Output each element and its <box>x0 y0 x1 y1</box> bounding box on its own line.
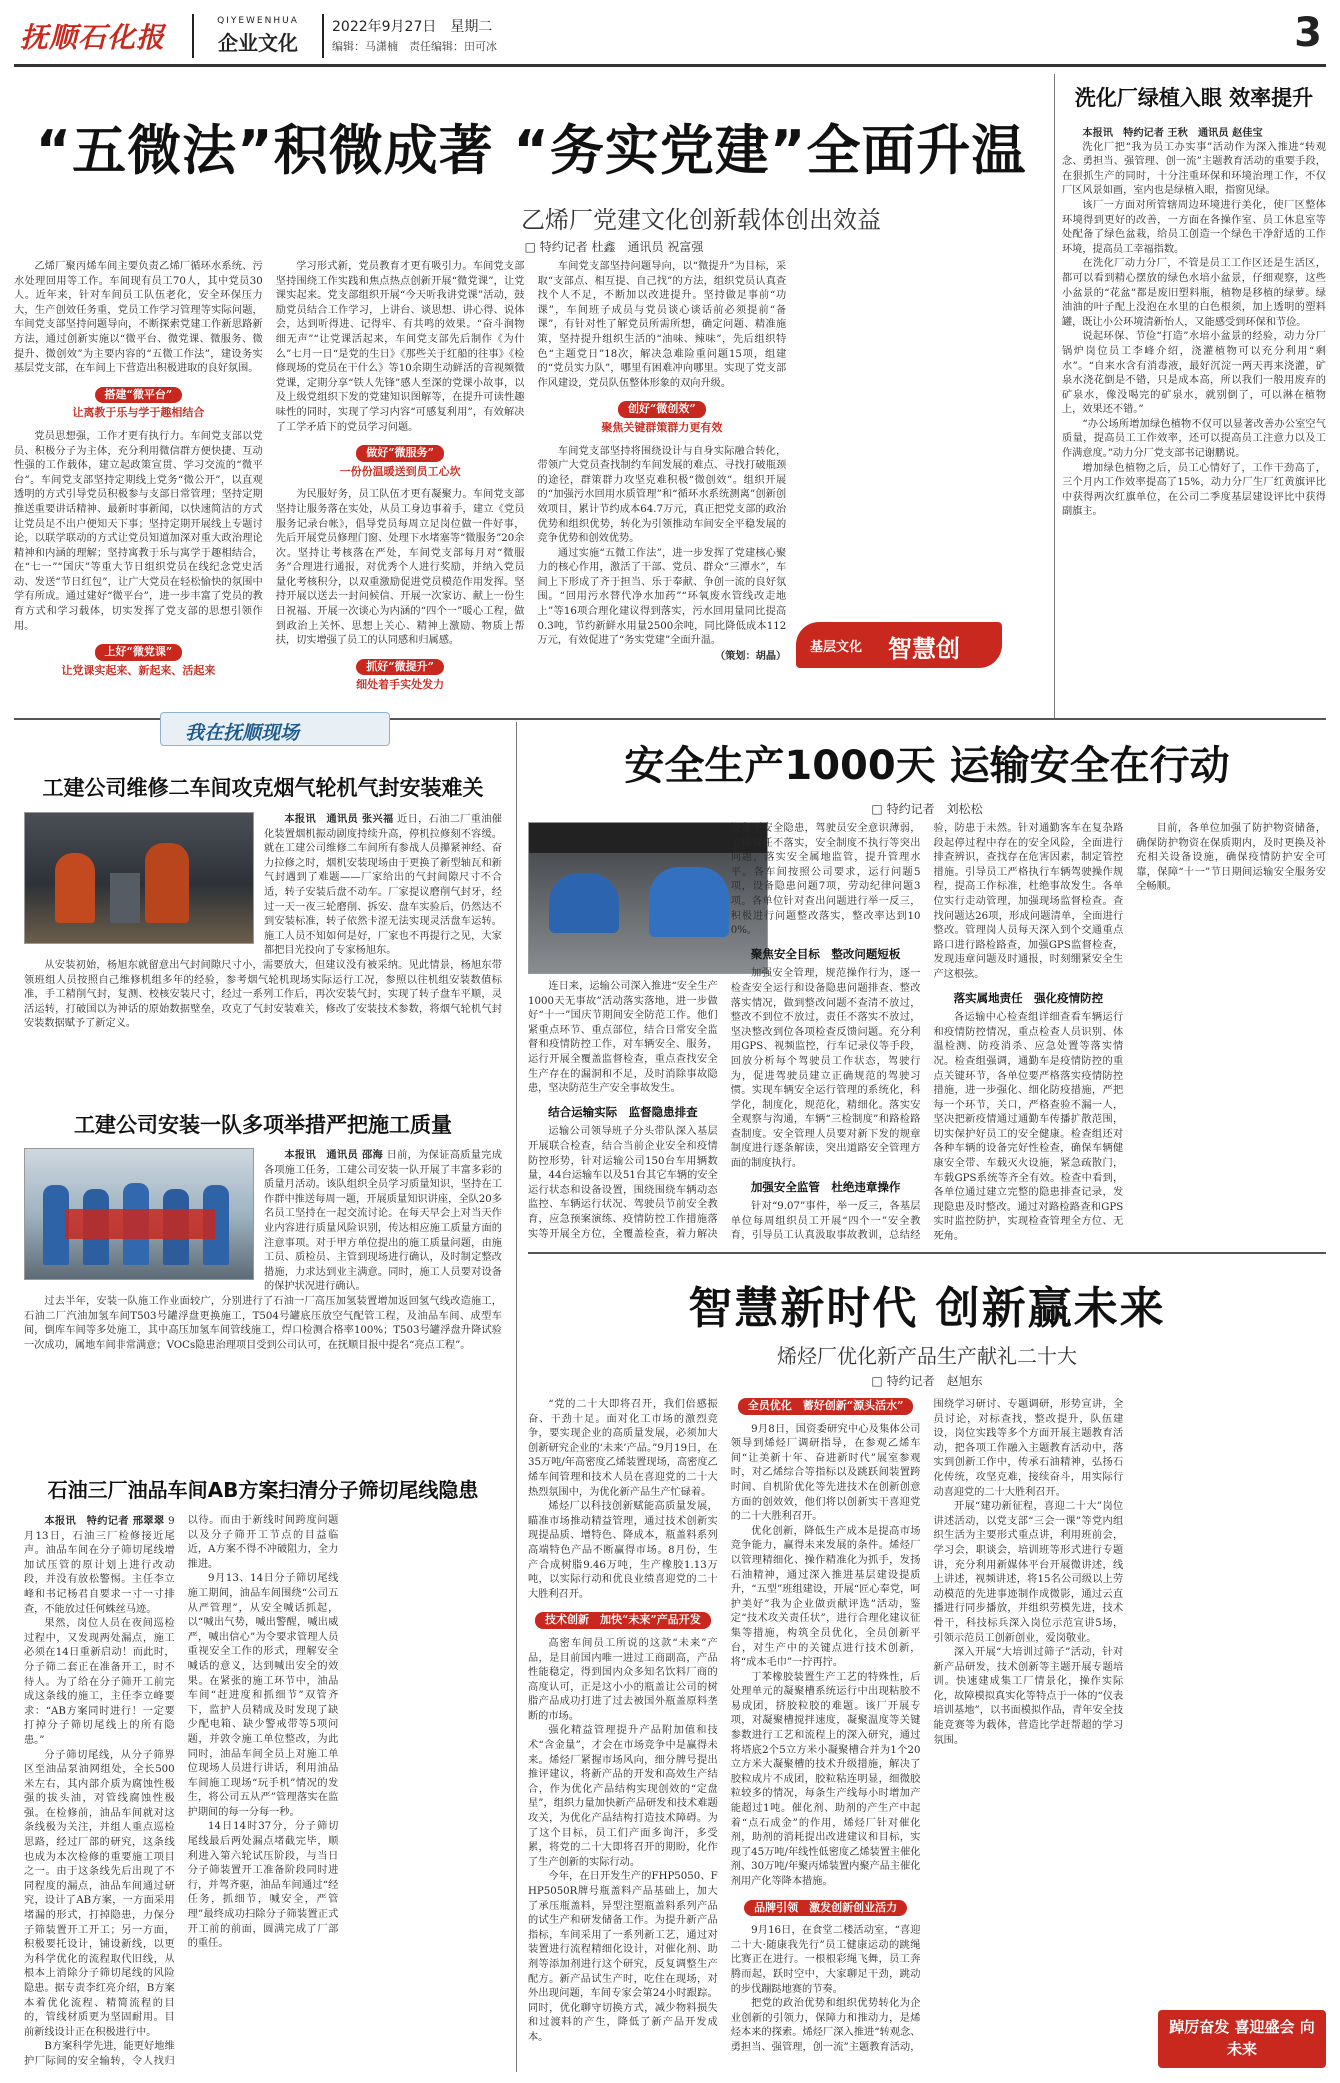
text-block: 为民服好务，员工队伍才更有凝聚力。车间党支部坚持让服务落在实处，从员工身边事着手，建立《党员服务记录台帐》，倡导党员每周立足岗位做一件好事，先后开展党员修理门窗、处理下水堵塞等“微服务”20余次。坚持让考核落在严处，车间党支部每月对“微服务”合理进行通报，对优秀个人进行奖励，并纳入党员量化考核积分，以双重激励促进党员模范作用发挥。坚持开展以送去一封问候信、开展一次家访、献上一份生日祝福、开展一次谈心为内涵的“四个一”暖心工程，做到政治上关怀、思想上关心、精神上激励、物质上帮扶，切实增强了员工的认同感和归属感。 <box>275 489 525 647</box>
culture-badge <box>796 622 1002 668</box>
text-block: 深入开展“大培训过筛子”活动，针对新产品研发，技术创新等主题开展专题培训。快速建成集工厂情景化，操作实际化，故障模拟真实化等特点于一体的“仪表培训基地”，以书面模拟作品，青年安全技能竞赛等为载体，营造比学赶帮超的学习氛围。 <box>933 1647 1124 1746</box>
innovation-article <box>528 1260 1326 2072</box>
editors: 编辑：马潇楠 责任编辑：田可冰 <box>332 40 497 53</box>
safety-article-title: 安全生产1000天 运输安全在行动 <box>624 743 1230 789</box>
text-block: 品牌引领 激发创新创业活力 <box>744 1900 907 1917</box>
section-box <box>192 14 324 58</box>
safety-article <box>528 728 1326 1250</box>
innovation-subhead-2 <box>731 1398 921 1415</box>
text-block: 近日，石油二厂重油催化装置烟机振动剧度持续升高，停机拉修刻不容缓。就在工建公司维修二车间所有参战人员攥紧神经、奋力拉修之时，烟机安装现场由于更换了新型轴瓦和新气封遇到了难题——厂家给出的气封间隙尺寸不合适，转子安装后盘不动车。厂家提议磨削气封牙，经过一天一夜三轮磨削、拆安、盘车实验后，仍然达不到安装标准，转子依然卡涩无法实现灵活盘车运转。施工人员不知如何是好，厂家也不再提行之见，大家都把目光投向了专家杨旭东。 <box>264 814 502 957</box>
text-block: 优化创新，降低生产成本是提高市场竞争能力，赢得未来发展的条件。烯烃厂以管理精细化、操作精准化为抓手，发扬石油精神，通过深入推进基层建设提质升，“五型”班组建设，开展“匠心奉党，呵护美好”我为企业做贡献评选”活动，鉴定“技术攻关责任状”，进行合理化建议征集等措施，构筑全员优化，全员创新平台，对生产中的关键点进行技术创新，将“成本毛巾”一拧再拧。 <box>730 1525 921 1669</box>
text-block: 过去半年，安装一队施工作业面较广，分别进行了石油一厂高压加氢装置增加返回氢气线改造施工，石油二厂汽油加氢车间T503号罐浮盘更换施工，T504号罐底压放空气配管工程，及油品车间、成型车间，倒库车间等多处施工，其中高压加氢车间管线施工，焊口检测合格率100%；T503号罐浮盘升降试验一次成功，属地车间非常满意；VOCs隐患治理项目受到公司认可，在抚顺目报中提名“亮点工程”。 <box>24 1295 502 1351</box>
article-1-title: 工建公司维修二车间攻克烟气轮机气封安装难关 <box>42 776 484 800</box>
article-2-title: 工建公司安装一队多项举措严把施工质量 <box>74 1113 452 1137</box>
slogan-ad-text: 踔厉奋发 喜迎盛会 向未来 <box>1169 2018 1315 2058</box>
text-block: 各运输中心检查组详细查看车辆运行和疫情防控情况，重点检查人员识别、体温检测、防疫消杀、应急处置等落实情况。检查组强调，通勤车是疫情防控的重点关键环节，各单位要严格落实疫情防控措施，进一步强化、细化防疫措施，严把每一个环节，关口，严格查验不漏一人，坚决把新疫情通过通勤车传播扩散范围，切实保护好员工的安全健康。检查组还对各种车辆的设备完好性检查，确保车辆健康安全带、车载灭火设施，紧急疏散门，车载GPS系统等齐全有效。检查中看到，各单位通过建立完整的隐患排查记录，发现隐患及时整改。通过对路检路查和GPS实时监控防护，实现检查管理全方位、无死角。 <box>933 1012 1124 1243</box>
text-block: 聚焦关键群策群力更有效 <box>601 420 723 434</box>
text-block: 本报讯 特约记者 邢翠翠 <box>44 1515 165 1527</box>
main-article-title: “五微法”积微成著 “务实党建”全面升温 <box>35 119 1027 182</box>
text-block: 增加绿色植物之后，员工心情好了，工作干劲高了，三个月内工作效率提高了15%，动力分厂生厂红黄旗评比中获得两次红旗单位，在公司二季度基层建设评比中获得副旗主。 <box>1062 462 1326 518</box>
text-block: 在洗化厂动力分厂，不管是员工工作区还是生活区，都可以看到精心摆放的绿色水培小盆景，仔细观察，这些小盆景的“花盆”都是废旧塑料瓶，植物是移植的绿萝。绿油油的叶子配上没泡在水里的白色根须，加上透明的塑料罐，既让小公环境清新怡人，又能感受到环保和节俭。 <box>1062 258 1326 328</box>
culture-badge-prefix: 基层文化 <box>810 640 863 655</box>
text-block: 通过实施“五微工作法”，进一步发挥了党建核心聚力的核心作用，激活了干部、党员、群众“三潭水”，车间上下形成了齐于担当、乐于奉献、争创一流的良好氛围。“回用污水替代净水加药”“环氧废水管线改走地上”等16项合理化建议得到落实，污水回用量同比提高0.3吨，节约新鲜水用量2500余吨，同比降低成本112万元，有效促进了“务实党建”全面升温。 <box>537 547 787 647</box>
text-block: 开展“建功新征程，喜迎二十大”岗位讲述活动，以党支部“三会一课”等党内组织生活为主要形式重点讲，利用班前会，学习会，职谈会，培训班等形式进行专题讲，充分利用新媒体平台开展微讲述，线上讲述，视频讲述，将15名公司级以上劳动模范的先进事迹制作成微影，通过云直播进行同步播放，并组织劳模先进，技术骨干，科技标兵深入岗位示范宣讲5场，引领示范员工创新创业，爱岗敬业。 <box>933 1501 1124 1644</box>
text-block: 目前，各单位加强了防护物资储备，确保防护物资在保质期内，及时更换及补充相关设备设施，确保疫情防护安全可靠，保障“十一”节日期间运输安全服务安全畅顺。 <box>1136 823 1326 893</box>
text-block: 运输公司领导班子分头带队深入基层开展联合检查，结合当前企业安全和疫情防控形势，针对运输公司150台车用辆数量，44台运输车以及51台其它车辆的安全运行状态和设备设置，围绕围绕车辆动态监控、车辆运行状况、驾驶员节前安全教育，应急预案演练、疫情防控工作措施落实等开展全方位，全覆盖检查，着力解决设备不安全隐患，驾驶员安全意识薄弱，主体责任不落实，安全制度不执行等突出问题，落实安全属地监管，提升管理水平。各车间按照公司要求，运行问题5项，设备隐患问题7项，劳动纪律问题3项。各单位针对查出问题进行举一反三，积极进行问题整改落实，整改率达到100%。 <box>528 823 921 1240</box>
safety-subhead-1: 结合运输实际 监督隐患排查 <box>548 1104 698 1119</box>
page-number: 3 <box>1294 10 1322 56</box>
text-block: 让党课实起来、新起来、活起来 <box>61 663 216 677</box>
divider-left-col <box>516 722 517 2072</box>
text-block: 一份份温暖送到员工心坎 <box>339 464 461 478</box>
subhead-1 <box>14 387 263 422</box>
text-block: 该厂一方面对所管辖周边环境进行美化，使厂区整体环境得到更好的改善，一方面在各操作室、员工休息室等处配备了绿色盆栽，给员工创造一个绿色干净舒适的工作环境，提高员工幸福指数。 <box>1062 199 1326 255</box>
text-block: 全员优化 蓄好创新“源头活水” <box>738 1398 914 1415</box>
subhead-3 <box>276 445 525 480</box>
text-block: 今年，在日开发生产的FHP5050、FHP5050R牌号瓶盖料产品基础上，加大了承压瓶盖料，异型注塑瓶盖料系列产品的试生产和研发储备工作。为提升新产品指标，车间采用了一系列新工艺，通过对装置进行流程精细化设计，对催化剂、助剂等添加剂进行这个研究，反复调整生产配方。新产品试生产时，吃住在现场，对外出现问题，车间专家会第24小时跟踪。同时，优化聊守切换方式，减少物料损失和过渡料的产生，降低了新产品开发成本。 <box>528 1871 718 2043</box>
safety-subhead-2: 聚焦安全目标 整改问题短板 <box>750 946 901 961</box>
article-2-body <box>24 1148 502 1448</box>
text-block: 强化精益管理提升产品附加值和技术“含金量”，才会在市场竞争中是赢得未来。烯烃厂紧握市场风向，细分牌号提出推评建议，将新产品的开发和高效生产结合，作为优化产品结构实现创效的“定盘星”，组织力量加快新产品研发和技术难题攻关，为优化产品结构打造技术障碍。为了这个目标，员工们产面多询汗，多受累，将党的二十大即将召开的期盼，化作了生产创新的实际行动。 <box>528 1725 718 1868</box>
text-block: 丁苯橡胶装置生产工艺的特殊性，后处理单元的凝聚槽系统运行中出现粘胶不易成团，挤胶粒胶的难题。该厂开展专项，对凝聚槽搅拌速度，凝聚温度等关键参数进行工艺和流程上的深入研究，通过将塔底2个5立方米小凝聚槽合并为1个20立方米大凝聚槽的技术升级措施，解决了胶粒成片不成团，胶粒粘连明显，细微胶粒较多的情况，每条生产线每小时增加产能超过1吨。催化剂、助剂的产生产中起着“点石成金”的作用，烯烃厂针对催化剂，助剂的消耗提出改进建议和目标，实现了45万吨/年线性低密度乙烯装置主催化剂、30万吨/年聚丙烯装置内聚产品主催化剂用产化等降本措施。 <box>730 1671 921 1887</box>
text-block: 说起环保、节俭“打造”水培小盆景的经验，动力分厂锅炉岗位员工李峰介绍，浇灌植物可以充分利用“剩水”。“自来水含有消毒液，最好沉淀一两天再来浇灌，矿泉水浇花倒是不错，只是成本高，所以我们一般用废弃的矿泉水，像没喝完的矿泉水，就别倒了，可以淋在植物上，效果还不错。” <box>1062 331 1326 416</box>
text-block: 从安装初始，杨旭东就留意出气封间隙尺寸小，需要放大，但建议没有被采纳。见此情景，杨旭东带领班组人员按照自己维修机组多年的经验，参考烟气轮机现场实际运行工况，参照以往机组安装数值标准，手工精削气封，复测、校核安装尺寸，经过一系列工作后，再次安装气封，实现了转子盘车平顺，灵活运转，打破国以为神话的原始数据壁垒，攻克了气封安装难关，修改了安装技术参数，将烟气轮机气封安装数据赋予了新定义。 <box>24 959 502 1030</box>
text-block: 日前，为保证高质量完成各项施工任务，工建公司安装一队开展了丰富多彩的质量月活动。该队组织全员学习质量知识，坚持在工作群中推送每周一题，开展质量知识讲座，全队20多名员工坚持在一起交流讨论。在每天早会上对当天作业内容进行质量风险识别，传达相应施工质量方面的注意事项。对于甲方单位提出的施工质量问题，由施工员、质检员、主管到现场进行确认，及时制定整改措施，力求达到业主满意。同时，施工人员要对设备的保护状况进行确认。 <box>264 1150 502 1293</box>
text-block: 学习形式新，党员教育才更有吸引力。车间党支部坚持围绕工作实践和焦点热点创新开展“微党课”，让党课实起来。党支部组织开展“今天听我讲党课”活动，鼓励党员结合工作学习，上讲台、谈思想、讲心得、说体会，达到听得进、记得牢、有共鸣的效果。“奋斗润物细无声”“让党课活起来，车间党支部先后制作《为什么”七月一日“是党的生日》《那些关于红船的往事》《检修现场的党员在干什么》等10余期生动鲜活的音视频微党课，定期分享“铁人先锋”感人至深的党课小故事，以及上级党组织下发的党建知识图解等，在提升可读性趣味性的同时，实现了学习内容“可感复利用”，有效解决了工学矛盾下的党员学习问题。 <box>275 261 525 433</box>
main-article <box>14 74 1048 714</box>
main-article-subtitle: 乙烯厂党建文化创新载体创出效益 <box>521 206 881 234</box>
article-1-body <box>24 812 502 1092</box>
text-block: 创好“微创效” <box>618 401 706 418</box>
text-block: 高密车间员工所说的这款“未来”产品，是目前国内唯一进过工商副高，产品性能稳定，得到国内众多知名饮料厂商的高度认可，正是这小小的瓶盖让公司的树脂产品成功打进了过去被国外瓶盖原料垄断的市场。 <box>528 1637 718 1722</box>
text-block: 抓好“微提升” <box>356 659 444 676</box>
innovation-subhead-3 <box>731 1900 921 1917</box>
text-block: 乙烯厂聚丙烯车间主要负责乙烯厂循环水系统、污水处理回用等工作。车间现有员工70人，其中党员30人。近年来，针对车间员工队伍老化，安全环保压力大，生产创效任务重，党员工作学习管理等实际问题，车间党支部坚持问题导向，不断探索党建工作新思路新方法，通过创新实施以“微平台、微党课、微服务、微提升、微创效”为主要内容的“五微工作法”，建设务实基层党支部，在车间上下营造出积极进取的良好氛围。 <box>14 261 263 375</box>
text-block: 针对“9.07”事件，举一反三，各基层单位每周组织员工开展“四个一”安全教育，引导员工认真汲取事故教训，总结经验，防患于未然。针对通勤客车在复杂路段起停过程中存在的安全风险，全面进行排查辨识，查找存在危害因素，制定管控措施。引导员工严格执行车辆驾驶操作规程，提高工作标准，杜绝事故发生。各单位实行走动管理，加强现场监督检查。查找问题达26项，形成问题清单，全面进行整改。管理岗人员每天深入到个交通重点路口进行路检路查，加强GPS监督检查，发现违章问题及时通报，时刻绷紧安全生产这根弦。 <box>730 823 1124 1242</box>
text-block: 搭建“微平台” <box>95 387 183 404</box>
text-block: 9月13日，石油三厂检修接近尾声。油品车间在分子筛切尾线增加试压管的原计划上进行改动段，并没有放松警惕。主任李立峰和书记杨君自要求一寸一寸排查，不能放过任何蛛丝马迹。 <box>24 1516 175 1615</box>
text-block: 连日来，运输公司深入推进“安全生产1000天无事故”活动落实落地，进一步做好“十一”国庆节期间安全防范工作。他们紧重点环节、重点部位，结合日常安全监督和疫情防控工作，对车辆安全、服务，运行开展全覆盖监督检查，重点查找安全生产存在的漏洞和不足，及时消除事故隐患，坚决防范生产安全事故发生。 <box>528 981 718 1095</box>
text-block: 车间党支部坚持问题导向，以“微提升”为目标，采取“支部点、相互提、自己找”的方法，组织党员认真查找个人不足，不断加以改进提升。坚持做足事前“功课”，车间班子成员与党员谈心谈话前必须提前“备课”，有针对性了解党员所需所想，确定问题、精准施策，坚持提升组织生活的“油味、辣味”，先后组织特色“主题党日”18次，解决急难险重问题15项，组建的“党员实力队”，哪里有困难冲向哪里。实现了党支部作风建设，党员队伍整体形象的双向升级。 <box>537 261 787 389</box>
text-block: 9月13、14日分子筛切尾线施工期间，油品车间围绕“公司五从严管理”，从安全喊话抓起，以“喊出气势，喊出警醒，喊出威严，喊出信心”为令要求管理人员重视安全工作的形式，理解安全喊话的意义，达到喊出安全的效果。在紧张的施工环节中，油品车间“赶进度和抓细节”双管齐下，监护人员精成及时发现了缺少配电箱、缺少警戒带等5项问题，并敦令施工单位整改，为此同时，油品车间全员上对施工单位现场人员进行讲话，利用油品车间施工现场“玩手机”情况的发生，将公司五从严”管理落实在监护期间的每一分每一秒。 <box>187 1573 339 1818</box>
text-block: 分子筛切尾线，从分子筛界区至油品泵油网组处，全长500米左右，其内部介质为腐蚀性极强的拔头油，对管线腐蚀性极强。在检修前，油品车间就对这条线极为关注，并组人重点巡检思路，经过厂部的研究，这条线也成为本次检修的重要施工项目之一。由于这条线先后出现了不同程度的漏点，油品车间通过研究，设计了AB方案，一方面采用堵漏的形式，打掉隐患，力保分子筛装置开工开工；另一方面，积极要托设计，铺设新线，以更为科学优化的流程取代旧线，从根本上消除分子筛切尾线的风险隐患。据专责李红亮介绍，B方案本着优化流程、精简流程的目的，管线材质更为坚固耐用。目前新线设计正在积极进行中。 <box>24 1749 175 2038</box>
text-block: 9月8日，国资委研究中心及集体公司领导到烯烃厂调研指导，在参观乙烯车间“让美新十年、奋进新时代”展室参观时，对乙烯综合等指标以及跳跃间装置跨时间、自机阶优化等先进技术在创新创意方面的创效效，他们将以创新实干喜迎党的二十大胜利召开。 <box>730 1423 921 1523</box>
safety-article-byline: □ 特约记者 刘松松 <box>871 802 983 816</box>
text-block: “办公场所增加绿色植物不仅可以显著改善办公室空气质量，提高员工工作效率，还可以提高员工注意力以及工作满意度。”动力分厂党支部书记谢鹏说。 <box>1062 418 1326 460</box>
text-block: 本报讯 通讯员 张兴福 <box>284 813 394 825</box>
right-top-body <box>1062 126 1326 718</box>
innovation-subhead-1 <box>528 1612 718 1629</box>
newspaper-logo: 抚顺石化报 <box>20 21 166 54</box>
innovation-article-byline: □ 特约记者 赵旭东 <box>871 1374 983 1388</box>
banner-field <box>160 712 390 746</box>
culture-badge-text: 智慧创 <box>888 635 960 663</box>
masthead-rule <box>14 64 1326 67</box>
text-block: 9月16日，在食堂二楼活动室，“喜迎二十大·随康我先行”员工健康运动的跳绳比赛正在进行。一根根彩绳飞舞，员工奔腾而起，跃时空中，大家聊足干劲，跳动的步伐蹦跶地赛的节奏。 <box>730 1925 921 1995</box>
right-top-article <box>1062 82 1326 718</box>
innovation-article-body <box>528 1398 1326 2070</box>
subhead-5 <box>538 401 787 436</box>
section-name: 企业文化 <box>218 31 298 55</box>
subhead-2 <box>14 644 263 679</box>
slogan-ad <box>1158 2010 1326 2068</box>
right-top-title: 洗化厂绿植入眼 效率提升 <box>1074 86 1314 110</box>
safety-article-body <box>528 822 1326 1248</box>
text-block: 让离教于乐与学于趣相结合 <box>72 406 205 420</box>
safety-subhead-3: 加强安全监管 杜绝违章操作 <box>750 1179 901 1194</box>
text-block: B方案科学先进，能更好地维护厂际间的安全输转，令人找归以待。而由于新线时间跨度问题以及分子筛开工节点的目益临近，A方案不得不冲破阻力，全力推进。 <box>24 1515 339 2067</box>
divider-right-top <box>1054 74 1055 718</box>
masthead <box>14 10 1326 64</box>
text-block: “党的二十大即将召开，我们倍感振奋、干劲十足。面对化工市场的激烈竞争，要实现企业的高质量发展，必须加大创新研究企业的‘未来’产品。”9月19日，在35万吨/年高密度乙烯装置现场，高密度乙烯车间管理和技术人员在喜迎党的二十大热烈氛围中，为优化新产品生产忙碌着。 <box>528 1399 718 1498</box>
text-block: 14日14时37分，分子筛切尾线最后两处漏点堵截完毕，顺利进入第六轮试压阶段，与当日分子筛装置开工准备阶段同时进行，并驾齐驱，油品车间通过“经任务，抓细节，喊安全，严管理”最终成功扫除分子筛装置正式开工前的前面，圆满完成了厂部的重任。 <box>187 1821 339 1950</box>
article-3-title: 石油三厂油品车间AB方案扫清分子筛切尾线隐患 <box>47 1478 479 1502</box>
article-3-body <box>24 1514 502 2070</box>
text-block: 技术创新 加快“未来”产品开发 <box>535 1612 711 1629</box>
text-block: 加强安全管理，规范操作行为，逐一检查安全运行和设备隐患问题排查、整改落实情况，做到整改问题不查清不放过，整改不到位不放过，责任不落实不放过，坚决整改到位各项检查反馈问题。充分利用GPS、视频监控，行车记录仪等手段，回放分析每个驾驶员工作状态，驾驶行为，促进驾驶员建立正确规范的驾驶习惯。实现车辆安全运行管理的系统化，科学化，制度化，规范化，精细化。落实安全观察与沟通，车辆“三检制度”和路检路查制度。安全管理人员要对新下发的规章制度进行逐条解读，突出道路安全管理方面的制度执行。 <box>730 968 921 1170</box>
section-pinyin: QIYEWENHUA <box>217 16 299 26</box>
text-block: 把党的政治优势和组织优势转化为企业创新的引领力，保障力和推动力，是烯烃本来的探索。烯烃厂深入推进“转观念、勇担当、强管理，创一流”主题教育活动，围绕学习研讨、专题调研，形势宣讲，全员讨论，对标查找，整改提升，队伍建设，岗位实践等多个方面开展主题教育活动，把各项工作融入主题教育活动中，落实到创新工作中，传承石油精神，弘扬石化传统，攻坚克难，接续奋斗，用实际行动喜迎党的二十大胜利召开。 <box>730 1399 1124 2053</box>
text-block: 本报讯 特约记者 王秋 通讯员 赵佳宝 <box>1082 127 1263 139</box>
issue-date: 2022年9月27日 星期二 <box>332 19 493 35</box>
section-rule-bottom <box>528 1252 1326 1254</box>
innovation-article-title: 智慧新时代 创新赢未来 <box>688 1283 1166 1334</box>
subhead-4 <box>276 659 525 694</box>
text-block: 车间党支部坚持将围绕设计与自身实际融合转化，带领广大党员查找制约车间发展的难点、寻找打破瓶颈的途径，群策群力攻坚克难积极“微创效”。组织开展的“加强污水回用水质管理”和“循环水系统测离”创新创效项目，累计节约成本64.7万元，真正把党支部的政治优势和组织优势，转化为引领推动车间安全平稳发展的竞争优势和创效优势。 <box>537 445 787 545</box>
safety-subhead-4: 落实属地责任 强化疫情防控 <box>953 990 1104 1005</box>
text-block: 果然，岗位人员在夜间巡检过程中，又发现两处漏点，施工必须在14日重新启动！而此时，分子筛二套正在准备开工，时不待人。为了给在分子筛开工前完成这条线的施工，主任李立峰要求：“AB方案同时进行！一定要打掉分子筛切尾线上的所有隐患。” <box>24 1618 175 1746</box>
text-block: 烯烃厂以科技创新赋能高质量发展，瞄准市场推动精益管理，通过技术创新实现提品质、增特色、降成本，瓶盖料系列高端特色产品不断赢得市场。8月份，生产合成树脂9.46万吨，生产橡胶1.13万吨，以实际行动和优良业绩喜迎党的二十大胜利召开。 <box>528 1501 718 1600</box>
text-block: （策划：胡晶） <box>714 649 787 662</box>
text-block: 本报讯 通讯员 邵海 <box>284 1149 383 1161</box>
text-block: 上好“微党课” <box>95 644 183 661</box>
left-column <box>24 752 502 2072</box>
text-block: 细处着手实处发力 <box>356 678 445 692</box>
text-block: 洗化厂把“我为员工办实事”活动作为深入推进“转观念、勇担当、强管理、创一流”主题教育活动的重要手段，在狠抓生产的同时，十分注重环保和环境治理工作，不仅厂区风景如画，室内也是绿植入眼，指窗见绿。 <box>1062 141 1326 197</box>
banner-field-text: 我在抚顺现场 <box>185 722 300 744</box>
main-article-byline: □ 特约记者 杜鑫 通讯员 祝富强 <box>524 240 704 254</box>
innovation-article-subtitle: 烯烃厂优化新产品生产献礼二十大 <box>777 1344 1077 1368</box>
text-block: 党员思想强，工作才更有执行力。车间党支部以党员、积极分子为主体，充分利用微信群方便快捷、互动性强的工作载体，建立起政策宣贯、学习交流的“微平台”。车间党支部坚持定期线上党务“微公开”，以直观透明的方式引导党员积极参与支部日常管理；坚持定期推送重要讲话精神、最新时事新闻，以快速简洁的方式让党员足不出户便知天下事；坚持定期开展线上专题讨论，以联学联动的方式让党员知道加深对重大政治理论精神和内涵的理解；坚持寓教于乐与寓学于趣相结合，在“七一”“国庆”等重大节日组织党员在线纪念党史活动、发送“节日红包”，让广大党员在轻松愉快的氛围中学有所成。通过建好“微平台”，进一步丰富了党员的教育方式和学习载体，切实发挥了党支部的思想引领作用。 <box>14 430 263 632</box>
text-block: 做好“微服务” <box>356 445 444 462</box>
